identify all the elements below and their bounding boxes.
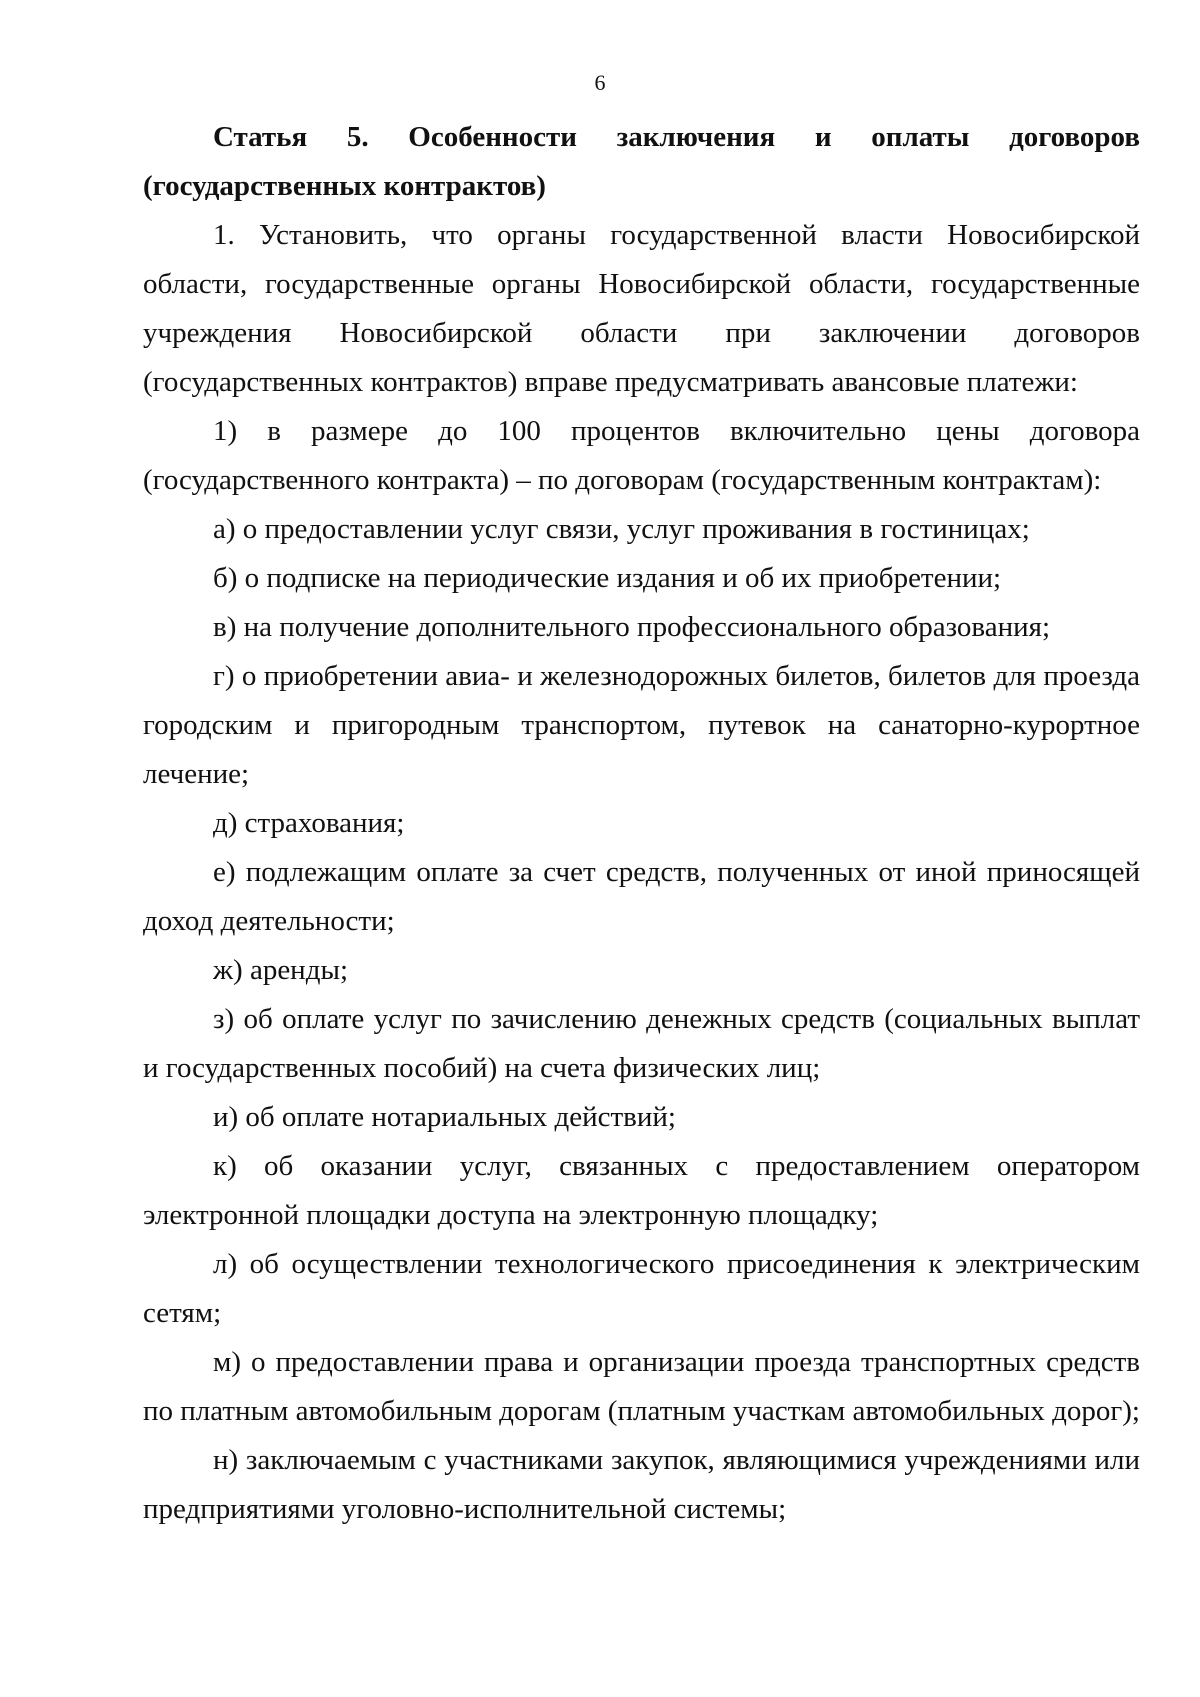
list-item-i: и) об оплате нотариальных действий; xyxy=(213,1101,676,1133)
list-item-n: н) заключаемым с участниками закупок, являющимися учреждениями или предприятиями уголовно-исполнительной системы; xyxy=(143,1444,1140,1525)
list-item-v: в) на получение дополнительного профессионального образования; xyxy=(213,611,1051,643)
article-title: Статья 5. Особенности заключения и оплаты договоров (государственных контрактов) xyxy=(143,121,1140,202)
list-item-e: е) подлежащим оплате за счет средств, полученных от иной приносящей доход деятельности; xyxy=(143,856,1140,937)
document-body xyxy=(143,113,1140,1534)
list-item-zh: ж) аренды; xyxy=(213,954,349,986)
list-item-g: г) о приобретении авиа- и железнодорожных билетов, билетов для проезда городским и пригородным транспортом, путевок на санаторно-курортное лечение; xyxy=(143,660,1140,790)
list-item-m: м) о предоставлении права и организации проезда транспортных средств по платным автомобильным дорогам (платным участкам автомобильных дорог); xyxy=(143,1346,1140,1427)
list-item-b: б) о подписке на периодические издания и об их приобретении; xyxy=(213,562,1002,594)
paragraph-1: 1. Установить, что органы государственной власти Новосибирской области, государственные органы Новосибирской области, государственные учреждения Новосибирской области при заключении договоров (государственных контрактов) вправе предусматривать авансовые платежи: xyxy=(143,219,1140,398)
list-item-l: л) об осуществлении технологического присоединения к электрическим сетям; xyxy=(143,1248,1140,1329)
list-item-z: з) об оплате услуг по зачислению денежных средств (социальных выплат и государственных пособий) на счета физических лиц; xyxy=(143,1003,1140,1084)
page-number: 6 xyxy=(594,70,606,95)
list-item-a: а) о предоставлении услуг связи, услуг проживания в гостиницах; xyxy=(213,513,1030,545)
list-item-k: к) об оказании услуг, связанных с предоставлением оператором электронной площадки доступа на электронную площадку; xyxy=(143,1150,1140,1231)
list-item-d: д) страхования; xyxy=(213,807,405,839)
paragraph-1-1: 1) в размере до 100 процентов включительно цены договора (государственного контракта) – по договорам (государственным контрактам): xyxy=(143,415,1140,496)
